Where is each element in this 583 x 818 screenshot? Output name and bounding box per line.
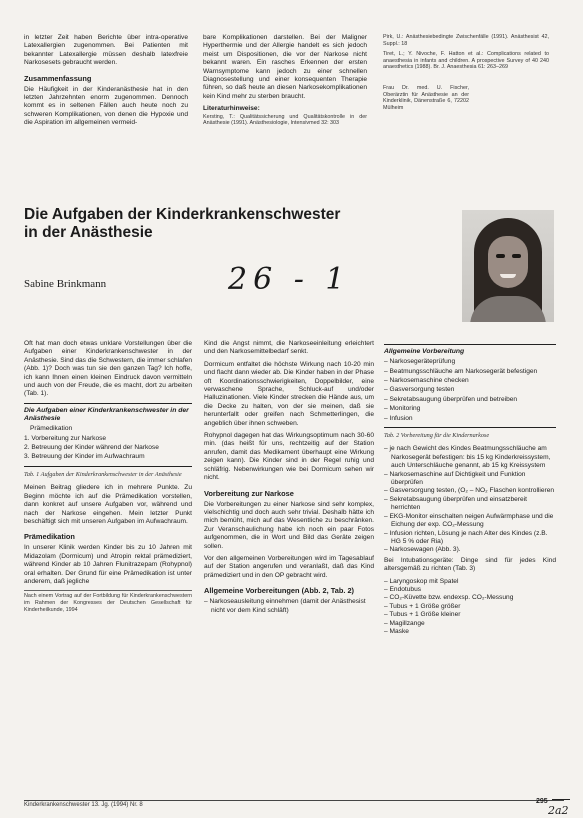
box-list-item: – Narkosemaschine checken (384, 377, 469, 385)
premedication-paragraph: In unserer Klinik werden Kinder bis zu 10 Jahren mit Midazolam (Dormicum) und Atropin rektal prämediziert, während Kinder ab 10 Jahren Flunitrazepam (Rohypnol) oral erhalten. Der Grund für eine Prämedikation ist unter anderem, daß jegliche (24, 544, 192, 585)
tasks-list (24, 425, 192, 462)
box-list-item: – Monitoring (384, 405, 421, 413)
footer-rule (24, 800, 564, 801)
table-1-caption: Tab. 1 Aufgaben der Kinderkrankenschwester in der Anästhesie (24, 470, 182, 478)
list-item: – Maske (384, 627, 409, 635)
tasks-list-item: 2. Betreuung der Kinder während der Narkose (24, 444, 159, 452)
page-number: 295 (536, 798, 548, 805)
photo-mouth (500, 274, 516, 278)
box-list-item: – Gasversorgung testen (384, 386, 455, 394)
summary-heading: Zusammenfassung (24, 73, 92, 83)
top-column-1 (24, 34, 188, 132)
list-item: – CO₂-Küvette bzw. endexsp. CO₂-Messung (384, 594, 514, 602)
list-item: – je nach Gewicht des Kindes Beatmungsschläuche am Narkosegerät befestigen: bis 15 kg Kinderkreissystem, auch Unterschläuche genannt, ab 15 kg Kreissystem (384, 445, 551, 470)
photo-eye-left (496, 254, 505, 258)
general-prep-box-list (384, 358, 556, 423)
rohypnol-paragraph: Rohypnol dagegen hat das Wirkungsoptimum nach 30-60 min. (das heißt für uns, rechtzeitig auf der Station anrufen, damit das Medikament überhaupt eine Wirkung zeigen kann). Die Kinder sind in der Regel ruhig und schläfrig. Nebenwirkungen wie bei Dormicum sehen wir nicht. (204, 432, 374, 482)
list-item-text: Tubus + 1 Größe kleiner (389, 611, 461, 619)
top-col2-text: bare Komplikationen darstellen. Bei der Maligner Hyperthermie und der Allergie handelt es sich jedoch meist um Dispositionen, die vor der Narkose nicht bekannt waren. Ein rasches Erkennen der ersten Warnsymptome kann jedoch zu einer schnellen Diagnosestellung und einer konsequenten Therapie führen, so daß heute an diesen Narkosekomplikationen kein Kind mehr zu sterben braucht. (203, 34, 367, 100)
top-col1-text: in letzter Zeit haben Berichte über intra-operative Latexallergien zugenommen. Bei Patienten mit bekannter Latexallergie müssen deshalb latexfreie Narkosesets gebraucht werden. (24, 34, 188, 67)
premedication-heading: Prämedikation (24, 532, 75, 542)
article-author: Sabine Brinkmann (24, 278, 107, 290)
literature-ref-1: Kersting, T.: Qualitätssicherung und Qualitätskontrolle in der Anästhesie (1991). Anästhesiologie, Intensivmed 32: 303 (203, 113, 367, 127)
intro-paragraph: Oft hat man doch etwas unklare Vorstellungen über die Aufgaben einer Kinderkrankenschwester in der Anästhesie. Sind das die Schwestern, die immer schlafen (Abb. 1)? Doch was tun sie den ganzen Tag? Ich hoffe, ich kann Ihnen einen kleinen Eindruck davon vermitteln und auch von der Freude, die es macht, dort zu arbeiten (Tab. 1). (24, 340, 192, 398)
handwritten-annotation: 26 - 1 (228, 262, 351, 297)
reference-2: Pirk, U.: Anästhesiebedingte Zwischenfälle (1991). Anästhesist 42, Suppl.: 18 (383, 34, 549, 47)
list-item: – Infusion richten, Lösung je nach Alter des Kindes (z.B. HG 5 % oder Ria) (384, 529, 548, 545)
tasks-list-item: 3. Betreuung der Kinder im Aufwachraum (24, 453, 145, 461)
table-2-caption: Tab. 2 Vorbereitung für die Kindernarkose (384, 432, 490, 440)
preparation-paragraph-1: Die Vorbereitungen zu einer Narkose sind sehr komplex, vielschichtig und doch auch sehr trivial. Deshalb hätte ich mich bemüht, mich auf das Wesentliche zu beschränken. Zur Veranschaulichung habe ich noch ein paar Fotos aufgenommen, die in Wort und Bild das Geräte zeigen sollen. (204, 500, 374, 550)
tasks-box-heading: Die Aufgaben einer Kinderkrankenschwester in der Anästhesie (24, 406, 189, 423)
author-photo (462, 210, 554, 322)
list-item: – Tubus + 1 Größe größer (384, 602, 461, 610)
preparation-detail-list (384, 445, 556, 554)
box-list-item-text: Narkosemaschine checken (389, 377, 469, 385)
photo-eye-right (512, 254, 521, 258)
box-list-item-text: Narkosegeräteprüfung (389, 358, 456, 366)
general-prep-box (384, 344, 556, 428)
general-prep-box-heading: Allgemeine Vorbereitung (384, 348, 465, 355)
general-preparations-list (204, 598, 374, 615)
journal-footer: Kinderkrankenschwester 13. Jg. (1994) Nr. 8 (24, 802, 143, 808)
list-item-text: Gasversorgung testen, (O₂ – NO₂ Flaschen kontrollieren (389, 487, 555, 495)
list-item-text: je nach Gewicht des Kindes Beatmungsschläuche am Narkosegerät befestigen: bis 15 kg Kinderkreissystem, auch Unterschläuche genannt, ab 15 kg Kreissystem (389, 445, 551, 470)
photo-face (488, 236, 528, 288)
list-item: – Narkosewagen (Abb. 3). (384, 546, 461, 554)
box-list-item-text: Beatmungsschläuche am Narkosegerät befestigen (389, 367, 538, 375)
list-item: – Gasversorgung testen, (O₂ – NO₂ Flaschen kontrollieren (384, 487, 555, 495)
reference-3: Tiret, L.; Y. Nivoche, F. Hatton et al.: Complications related to anaesthesia in infants and children. A prospective Survey of 40 240 anaesthetics (1988). Br. J. Anaesthesia 61: 263–269 (383, 51, 549, 71)
box-list-item-text: Monitoring (389, 405, 421, 413)
intubation-paragraph: Bei Intubationsgeräte: Dinge sind für jedes Kind altersgemäß zu richten (Tab. 3) (384, 556, 556, 573)
list-item: – Sekretabsaugung überprüfen und einsatzbereit herrichten (384, 495, 527, 512)
list-item-text: Magillzange (389, 619, 425, 627)
general-preparations-heading: Allgemeine Vorbereitungen (Abb. 2, Tab. 2) (204, 586, 355, 596)
tasks-list-item: Prämedikation (30, 425, 73, 433)
summary-text: Die Häufigkeit in der Kinderanästhesie hat in den letzten Jahrzehnten enorm zugenommen. Dennoch kommt es in seltenen Fällen auch heute noch zu schweren Komplikationen, von denen die Hypoxie und die Aspiration im allgemeinen vermeid- (24, 85, 188, 127)
list-item-text: Infusion richten, Lösung je nach Alter des Kindes (z.B. HG 5 % oder Ria) (389, 529, 548, 545)
preparation-heading: Vorbereitung zur Narkose (204, 488, 294, 498)
box-list-item: – Narkosegeräteprüfung (384, 358, 456, 366)
tasks-box (24, 403, 192, 467)
handwritten-page-number: 2a2 (548, 804, 569, 817)
box-list-item-text: Gasversorgung testen (389, 386, 455, 394)
intubation-list (384, 578, 556, 637)
literature-heading: Literaturhinweise: (203, 105, 260, 113)
list-item-text: Tubus + 1 Größe größer (389, 602, 461, 610)
box-list-item: – Sekretabsaugung überprüfen und betreiben (384, 395, 518, 403)
list-item-text: Endotubus (389, 585, 422, 593)
article-title-line-1: Die Aufgaben der Kinderkrankenschwester (24, 206, 341, 223)
list-item: – Narkoseausleitung einnehmen (damit der Anästhesist nicht vor dem Kind schläft) (204, 598, 366, 614)
article-title (24, 206, 444, 242)
dormicum-paragraph: Dormicum entfaltet die höchste Wirkung nach 10-20 min und flacht dann wieder ab. Die Kinder haben in der Phase oft Koordinationsschwierigkeiten, Doppelbilder, eine verwaschene Sprache, Schluck-auf und/oder Halluzinationen. Viele Kinder strecken die Hände aus, um die Decke zu halten, von der sie meinen, daß sie herunterfallt oder greifen nach Schmetterlingen, die angeblich über ihnen schweben. (204, 360, 374, 427)
list-item-text: Laryngoskop mit Spatel (389, 577, 459, 585)
list-item-text: EKG-Monitor einschalten neigen Aufwärmphase und die Eichung der exp. CO₂-Messung (389, 512, 554, 529)
list-item-text: Narkoseausleitung einnehmen (damit der Anästhesist nicht vor dem Kind schläft) (209, 598, 366, 614)
list-item-text: Maske (389, 627, 409, 635)
handwritten-underline (552, 799, 570, 800)
tasks-list-item: 1. Vorbereitung zur Narkose (24, 434, 107, 442)
author-address-note: Frau Dr. med. U. Fischer, Oberärztin für Anästhesie an der Kinderklinik, Dänenstraße 6, 72202 Mülheim (383, 84, 469, 111)
box-list-item-text: Sekretabsaugung überprüfen und betreiben (389, 395, 518, 403)
list-item-text: CO₂-Küvette bzw. endexsp. CO₂-Messung (389, 594, 514, 602)
list-item: – EKG-Monitor einschalten neigen Aufwärmphase und die Eichung der exp. CO₂-Messung (384, 512, 554, 529)
top-column-2 (203, 34, 367, 131)
box-list-item: – Beatmungsschläuche am Narkosegerät befestigen (384, 367, 538, 375)
structure-paragraph: Meinen Beitrag gliedere ich in mehrere Punkte. Zu Beginn möchte ich auf die Prämedikation vorstellen, dann konkret auf unsere Aufgaben vor, während und nach der Narkose eingehen. Mein letzter Punkt beschäftigt sich mit unseren Aufgaben im Aufwachraum. (24, 484, 192, 525)
list-item: – Laryngoskop mit Spatel (384, 577, 459, 585)
list-item-text: Narkosewagen (Abb. 3). (389, 546, 461, 554)
body-column-3 (384, 340, 556, 636)
article-title-line-2: in der Anästhesie (24, 224, 153, 241)
col2-paragraph-1: Kind die Angst nimmt, die Narkoseeinleitung erleichtert und den Narkosemittelbedarf senkt. (204, 340, 374, 356)
box-list-item: – Infusion (384, 414, 413, 422)
top-column-3 (383, 34, 549, 115)
body-column-2 (204, 340, 374, 615)
list-item: – Tubus + 1 Größe kleiner (384, 611, 461, 619)
preparation-paragraph-2: Vor den allgemeinen Vorbereitungen wird im Tagesablauf auf der Station angerufen und veranlaßt, daß das Kind prämediziert und in den OP gebracht wird. (204, 554, 374, 579)
list-item-text: Narkosemaschine auf Dichtigkeit und Funktion überprüfen (389, 470, 526, 487)
list-item: – Magillzange (384, 619, 425, 627)
body-column-1 (24, 340, 192, 617)
list-item: – Endotubus (384, 585, 422, 593)
box-list-item-text: Infusion (389, 414, 413, 422)
footnote: Nach einem Vortrag auf der Fortbildung für Kinderkrankenschwestern im Rahmen der Kongresses der Deutschen Gesellschaft für Kinderheilkunde, 1994 (24, 590, 192, 613)
list-item-text: Sekretabsaugung überprüfen und einsatzbereit herrichten (389, 495, 527, 512)
list-item: – Narkosemaschine auf Dichtigkeit und Funktion überprüfen (384, 470, 526, 487)
